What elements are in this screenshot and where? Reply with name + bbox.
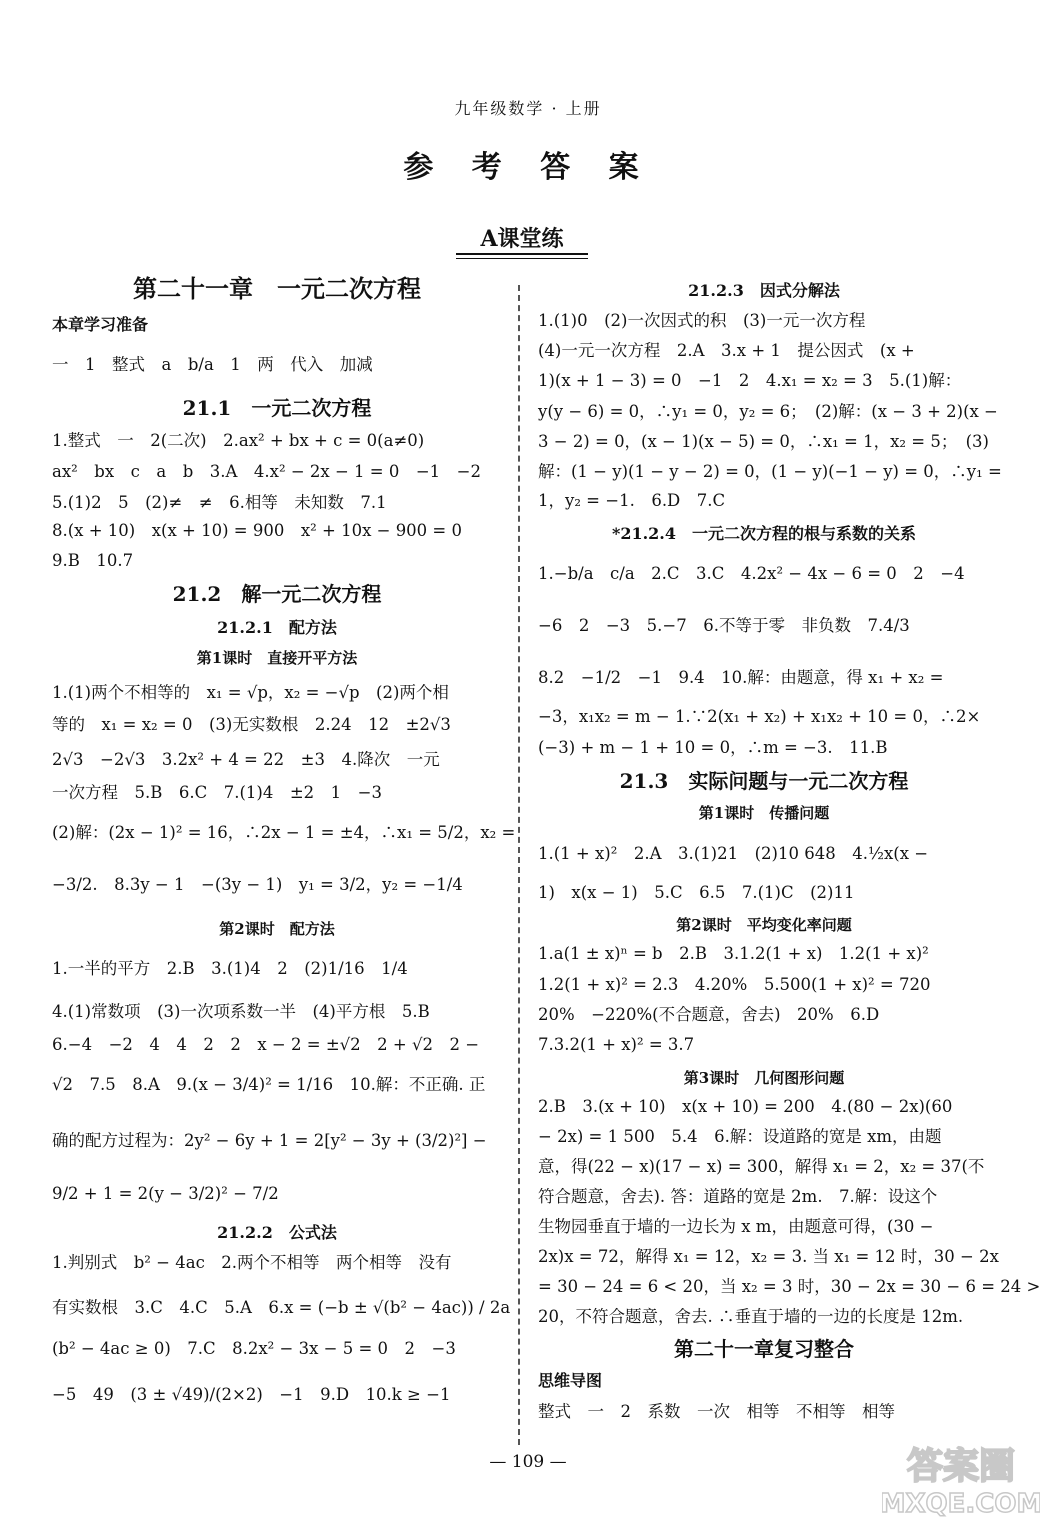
section-heading [456,222,588,259]
answer-line: 解：(1 − y)(1 − y − 2) = 0，(1 − y)(−1 − y) = 0，∴y₁ = [538,462,1002,481]
answer-line: 1.判别式 b² − 4ac 2.两个不相等 两个相等 没有 [52,1253,452,1272]
section-underline-thin [456,258,588,259]
book-subject-label: 九年级数学 · 上册 [454,99,602,118]
answer-line: (−3) + m − 1 + 10 = 0，∴m = −3. 11.B [538,738,888,757]
lesson-title: 第2课时 配方法 [219,920,335,938]
answer-line: y(y − 6) = 0，∴y₁ = 0，y₂ = 6； (2)解：(x − 3 + 2)(x − [538,402,998,421]
lesson-title: 第3课时 几何图形问题 [683,1069,845,1087]
section-underline [456,253,588,255]
watermark-logo-icon [882,1438,1040,1522]
svg-text:答案圈: 答案圈 [906,1446,1016,1487]
answer-line: 符合题意，舍去). 答：道路的宽是 2m. 7.解：设这个 [538,1187,938,1206]
answer-line: 1.(1)两个不相等的 x₁ = √p，x₂ = −√p (2)两个相 [52,683,449,702]
prep-heading: 本章学习准备 [52,315,149,334]
answer-line: 生物园垂直于墙的一边长为 x m，由题意可得，(30 − [538,1217,934,1236]
answer-line: 9.B 10.7 [52,551,134,570]
watermark-logo [882,1438,1040,1522]
answer-line: 8.2 −1/2 −1 9.4 10.解：由题意，得 x₁ + x₂ = [538,668,944,687]
answer-line: √2 7.5 8.A 9.(x − 3/4)² = 1/16 10.解：不正确. 正 [52,1075,486,1094]
chapter-review-title: 第二十一章复习整合 [674,1337,854,1361]
answer-line: 意，得(22 − x)(17 − x) = 300，解得 x₁ = 2，x₂ = 37(不 [538,1157,985,1176]
answer-line: 5.(1)2 5 (2)≠ ≠ 6.相等 未知数 7.1 [52,493,387,512]
mindmap-heading: 思维导图 [538,1371,603,1390]
prep-answers: 一 1 整式 a b/a 1 两 代入 加减 [52,355,373,374]
answer-line: 2x)x = 72，解得 x₁ = 12，x₂ = 3. 当 x₁ = 12 时，30 − 2x [538,1247,999,1266]
lesson-title: 第2课时 平均变化率问题 [676,916,852,934]
answer-line: 1.(1 + x)² 2.A 3.(1)21 (2)10 648 4.½x(x − [538,844,929,863]
page-title: 参 考 答 案 [403,150,653,185]
column-divider [518,285,520,1445]
answer-line: 9/2 + 1 = 2(y − 3/2)² − 7/2 [52,1184,279,1203]
answer-line: ax² bx c a b 3.A 4.x² − 2x − 1 = 0 −1 −2 [52,462,481,481]
answer-line: − 2x) = 1 500 5.4 6.解：设道路的宽是 xm，由题 [538,1127,942,1146]
answer-line: 3 − 2) = 0，(x − 1)(x − 5) = 0，∴x₁ = 1，x₂ = 5； (3) [538,432,989,451]
answer-line: (4)一元一次方程 2.A 3.x + 1 提公因式 (x + [538,341,915,360]
answer-line: 2√3 −2√3 3.2x² + 4 = 22 ±3 4.降次 一元 [52,750,440,769]
subsection-21-2-4-title: *21.2.4 一元二次方程的根与系数的关系 [611,524,917,543]
answer-line: 等的 x₁ = x₂ = 0 (3)无实数根 2.24 12 ±2√3 [52,715,451,734]
answer-line: −3/2. 8.3y − 1 −(3y − 1) y₁ = 3/2，y₂ = −1/4 [52,875,463,894]
answer-line: −5 49 (3 ± √49)/(2×2) −1 9.D 10.k ≥ −1 [52,1385,451,1404]
subsection-21-2-3-title: 21.2.3 因式分解法 [688,281,840,300]
answer-line: 4.(1)常数项 (3)一次项系数一半 (4)平方根 5.B [52,1002,430,1021]
svg-text:MXQE.COM: MXQE.COM [882,1489,1040,1519]
answer-line: 1.(1)0 (2)一次因式的积 (3)一元一次方程 [538,311,866,330]
section-21-1-title: 21.1 一元二次方程 [182,396,372,420]
chapter-title: 第二十一章 一元二次方程 [133,274,421,303]
answer-line: 6.−4 −2 4 4 2 2 x − 2 = ±√2 2 + √2 2 − [52,1035,480,1054]
answer-line: (b² − 4ac ≥ 0) 7.C 8.2x² − 3x − 5 = 0 2 −3 [52,1339,456,1358]
answer-line: 1.a(1 ± x)ⁿ = b 2.B 3.1.2(1 + x) 1.2(1 + x)² [538,944,929,963]
answer-line: −3，x₁x₂ = m − 1.∵2(x₁ + x₂) + x₁x₂ + 10 = 0，∴2× [538,707,981,726]
answer-line: 20% −220%(不合题意，舍去) 20% 6.D [538,1005,880,1024]
answer-line: 1.一半的平方 2.B 3.(1)4 2 (2)1/16 1/4 [52,959,408,978]
answer-line: 20，不符合题意，舍去. ∴垂直于墙的一边的长度是 12m. [538,1307,964,1326]
answer-line: 2.B 3.(x + 10) x(x + 10) = 200 4.(80 − 2x)(60 [538,1097,953,1116]
section-21-3-title: 21.3 实际问题与一元二次方程 [619,769,909,793]
answer-line: 1.2(1 + x)² = 2.3 4.20% 5.500(1 + x)² = 720 [538,975,931,994]
answer-line: 1) x(x − 1) 5.C 6.5 7.(1)C (2)11 [538,883,855,902]
answer-line: 1.−b/a c/a 2.C 3.C 4.2x² − 4x − 6 = 0 2 −4 [538,564,965,583]
answer-line: (2)解：(2x − 1)² = 16，∴2x − 1 = ±4，∴x₁ = 5/2，x₂ = [52,823,516,842]
answer-line: 确的配方过程为：2y² − 6y + 1 = 2[y² − 3y + (3/2)²] − [52,1131,487,1150]
answer-line: = 30 − 24 = 6 < 20，当 x₂ = 3 时，30 − 2x = 30 − 6 = 24 > [538,1277,1041,1296]
answer-line: 一次方程 5.B 6.C 7.(1)4 ±2 1 −3 [52,783,382,802]
answer-line: −6 2 −3 5.−7 6.不等于零 非负数 7.4/3 [538,616,910,635]
page-number: — 109 — [489,1452,567,1472]
subsection-21-2-2-title: 21.2.2 公式法 [217,1223,337,1242]
subsection-21-2-1-title: 21.2.1 配方法 [217,618,337,637]
answer-line: 8.(x + 10) x(x + 10) = 900 x² + 10x − 900 = 0 [52,521,462,540]
answer-line: 7.3.2(1 + x)² = 3.7 [538,1035,695,1054]
lesson-title: 第1课时 传播问题 [698,804,830,822]
lesson-title: 第1课时 直接开平方法 [196,649,358,667]
answer-line: 整式 一 2 系数 一次 相等 不相等 相等 [538,1402,895,1421]
answer-line: 1)(x + 1 − 3) = 0 −1 2 4.x₁ = x₂ = 3 5.(1)解： [538,371,962,390]
answer-line: 1.整式 一 2(二次) 2.ax² + bx + c = 0(a≠0) [52,431,425,450]
answer-line: 1，y₂ = −1. 6.D 7.C [538,491,726,510]
section-heading-text: A课堂练 [480,226,564,252]
answer-line: 有实数根 3.C 4.C 5.A 6.x = (−b ± √(b² − 4ac)) / 2a [52,1298,511,1317]
section-21-2-title: 21.2 解一元二次方程 [172,582,382,606]
